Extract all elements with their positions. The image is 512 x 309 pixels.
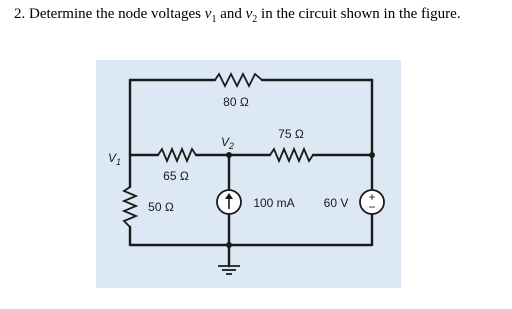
- label-75-ohm: 75 Ω: [278, 127, 304, 141]
- label-50-ohm: 50 Ω: [148, 200, 174, 214]
- label-80-ohm: 80 Ω: [223, 95, 249, 109]
- v1-symbol: $v_1$: [204, 6, 217, 25]
- label-node-v1: $V_1$: [108, 151, 122, 167]
- label-65-ohm: 65 Ω: [163, 169, 189, 183]
- v2-symbol: $v_2$: [245, 6, 258, 25]
- node-bottom-dot: [226, 242, 232, 248]
- voltage-source-minus: −: [368, 200, 376, 214]
- label-100-mA: 100 mA: [253, 196, 295, 210]
- node-v2-dot: [226, 152, 232, 158]
- question-text-after: in the circuit shown in the figure.: [261, 6, 461, 22]
- question-and: and: [220, 6, 242, 22]
- question-number: 2.: [14, 6, 26, 22]
- label-node-v2: $V_2$: [221, 135, 235, 151]
- node-right-dot: [369, 152, 375, 158]
- question-text-before: Determine the node voltages: [29, 6, 202, 22]
- label-60-V: 60 V: [323, 196, 349, 210]
- voltage-source-plus: +: [368, 190, 376, 204]
